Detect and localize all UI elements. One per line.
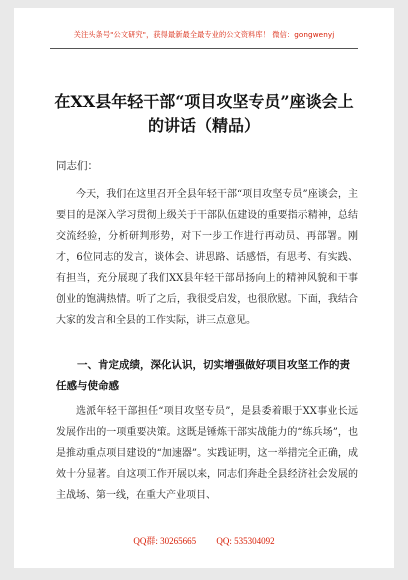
- footer-qq: QQ: 535304092: [216, 536, 275, 546]
- paragraph-intro: 今天，我们在这里召开全县年轻干部“项目攻坚专员”座谈会，主要目的是深入学习贯彻上级关于干部队伍建设的重要指示精神，总结交流经验，分析研判形势，对下一步工作进行再动员、再部署。刚才，6位同志的发言，谈体会、讲思路、话感悟，有思考、有实践、有担当，充分展现了我们XX县年轻干部昂扬向上的精神风貌和干事创业的饱满热情。听了之后，我很受启发，也很欣慰。下面，我结合大家的发言和全县的工作实际，讲三点意见。: [56, 189, 358, 326]
- section-heading-1: 一、肯定成绩，深化认识，切实增强做好项目攻坚工作的责任感与使命感: [56, 359, 350, 392]
- paragraph-section-1: 选派年轻干部担任“项目攻坚专员”，是县委着眼于XX事业长远发展作出的一项重要决策。这既是锤炼干部实战能力的“练兵场”，也是推动重点项目建设的“加速器”。实践证明，这一举措完全正确，成效十分显著。自这项工作开展以来，同志们奔赴全县经济社会发展的主战场、第一线，在重大产业项目、: [56, 406, 358, 501]
- document-title: 在XX县年轻干部“项目攻坚专员”座谈会上的讲话（精品）: [54, 92, 354, 135]
- footer-qq-group: QQ群: 30265665: [133, 536, 197, 546]
- document-page: [14, 8, 394, 568]
- header-divider: [50, 48, 358, 49]
- footer-contacts: [14, 534, 394, 547]
- header-promo-note: 关注头条号"公文研究"，获得最新最全最专业的公文资料库！ 微信：gongwenyj: [73, 30, 335, 39]
- salutation: 同志们：: [56, 160, 98, 172]
